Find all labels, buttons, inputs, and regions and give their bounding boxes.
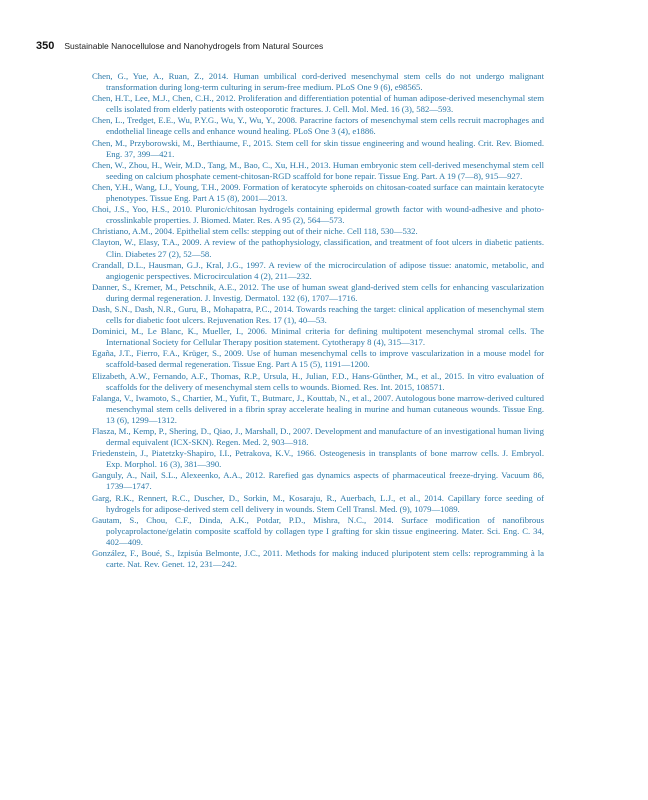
reference-entry: Chen, Y.H., Wang, I.J., Young, T.H., 2009. Formation of keratocyte spheroids on chitosan-coated surface can maintain keratocyte phenotypes. Tissue Eng. Part A 15 (8), 2001—2013. <box>92 181 544 204</box>
reference-entry: Falanga, V., Iwamoto, S., Chartier, M., Yufit, T., Butmarc, J., Kouttab, N., et al., 2007. Autologous bone marrow-derived cultured mesenchymal stem cells delivered in a fibrin spray accelerate healing in murine and human cutaneous wounds. Tissue Eng. 13 (6), 1299—1312. <box>92 392 544 425</box>
reference-list <box>92 71 544 570</box>
page-number: 350 <box>36 40 55 52</box>
reference-entry: Flasza, M., Kemp, P., Shering, D., Qiao, J., Marshall, D., 2007. Development and manufacture of an investigational human living dermal equivalent (ICX-SKN). Regen. Med. 2, 903—918. <box>92 426 544 448</box>
reference-entry: Danner, S., Kremer, M., Petschnik, A.E., 2012. The use of human sweat gland-derived stem cells for enhancing vascularization during dermal regeneration. J. Investig. Dermatol. 132 (6), 1707—1716. <box>92 281 544 303</box>
reference-entry: Elizabeth, A.W., Fernando, A.F., Thomas, R.P., Ursula, H., Julian, F.D., Hans-Günther, M., et al., 2015. In vitro evaluation of scaffolds for the delivery of mesenchymal stem cells to wounds. Biomed. Res. Int. 2015, 108571. <box>92 370 544 392</box>
reference-entry: Chen, W., Zhou, H., Weir, M.D., Tang, M., Bao, C., Xu, H.H., 2013. Human embryonic stem cell-derived mesenchymal stem cell seeding on calcium phosphate cement-chitosan-RGD scaffold for bone repair. Tissue Eng. Part. A 19 (7—8), 915—927. <box>92 159 544 181</box>
running-title: Sustainable Nanocellulose and Nanohydrogels from Natural Sources <box>64 41 324 51</box>
reference-entry: Chen, G., Yue, A., Ruan, Z., 2014. Human umbilical cord-derived mesenchymal stem cells do not undergo malignant transformation during long-term culturing in serum-free medium. PLoS One 9 (6), e98565. <box>92 71 544 93</box>
reference-entry: Christiano, A.M., 2004. Epithelial stem cells: stepping out of their niche. Cell 118, 530—532. <box>92 226 418 237</box>
reference-entry: Egaña, J.T., Fierro, F.A., Krüger, S., 2009. Use of human mesenchymal cells to improve vascularization in a mouse model for scaffold-based dermal regeneration. Tissue Eng. Part A 15 (5), 1191—1200. <box>92 348 544 370</box>
reference-entry: Garg, R.K., Rennert, R.C., Duscher, D., Sorkin, M., Kosaraju, R., Auerbach, L.J., et al., 2014. Capillary force seeding of hydrogels for adipose-derived stem cell delivery in wounds. Stem Cell Transl. Med. (9), 1079—1089. <box>92 492 544 514</box>
reference-entry: González, F., Boué, S., Izpisúa Belmonte, J.C., 2011. Methods for making induced pluripotent stem cells: reprogramming à la carte. Nat. Rev. Genet. 12, 231—242. <box>92 548 544 570</box>
reference-entry: Choi, J.S., Yoo, H.S., 2010. Pluronic/chitosan hydrogels containing epidermal growth factor with wound-adhesive and photo-crosslinkable properties. J. Biomed. Mater. Res. A 95 (2), 564—573. <box>92 204 544 226</box>
reference-entry: Ganguly, A., Nail, S.L., Alexeenko, A.A., 2012. Rarefied gas dynamics aspects of pharmaceutical freeze-drying. Vacuum 86, 1739—1747. <box>92 470 544 492</box>
reference-entry: Clayton, W., Elasy, T.A., 2009. A review of the pathophysiology, classification, and treatment of foot ulcers in diabetic patients. Clin. Diabetes 27 (2), 52—58. <box>92 237 544 259</box>
reference-entry: Gautam, S., Chou, C.F., Dinda, A.K., Potdar, P.D., Mishra, N.C., 2014. Surface modification of nanofibrous polycaprolactone/gelatin composite scaffold by collagen type I grafting for skin tissue engineering. Mater. Sci. Eng. C. 34, 402—409. <box>92 514 544 547</box>
reference-entry: Chen, L., Tredget, E.E., Wu, P.Y.G., Wu, Y., Wu, Y., 2008. Paracrine factors of mesenchymal stem cells recruit macrophages and endothelial lineage cells and enhance wound healing. PLoS One 3 (4), e1886. <box>92 115 544 137</box>
reference-entry: Chen, H.T., Lee, M.J., Chen, C.H., 2012. Proliferation and differentiation potential of human adipose-derived mesenchymal stem cells isolated from elderly patients with osteoporotic fractures. J. Cell. Mol. Med. 16 (3), 582—593. <box>92 93 544 115</box>
reference-entry: Crandall, D.L., Hausman, G.J., Kral, J.G., 1997. A review of the microcirculation of adipose tissue: anatomic, metabolic, and angiogenic perspectives. Microcirculation 4 (2), 211—232. <box>92 259 544 281</box>
reference-entry: Friedenstein, J., Piatetzky-Shapiro, I.I., Petrakova, K.V., 1966. Osteogenesis in transplants of bone marrow cells. J. Embryol. Exp. Morphol. 16 (3), 381—390. <box>92 448 544 470</box>
running-header <box>36 40 612 54</box>
reference-entry: Dominici, M., Le Blanc, K., Mueller, I., 2006. Minimal criteria for defining multipotent mesenchymal stromal cells. The International Society for Cellular Therapy position statement. Cytotherapy 8 (4), 315—317. <box>92 326 544 348</box>
reference-entry: Chen, M., Przyborowski, M., Berthiaume, F., 2015. Stem cell for skin tissue engineering and wound healing. Crit. Rev. Biomed. Eng. 37, 399—421. <box>92 137 544 159</box>
reference-entry: Dash, S.N., Dash, N.R., Guru, B., Mohapatra, P.C., 2014. Towards reaching the target: clinical application of mesenchymal stem cells for diabetic foot ulcers. Rejuvenation Res. 17 (1), 40—53. <box>92 303 544 326</box>
